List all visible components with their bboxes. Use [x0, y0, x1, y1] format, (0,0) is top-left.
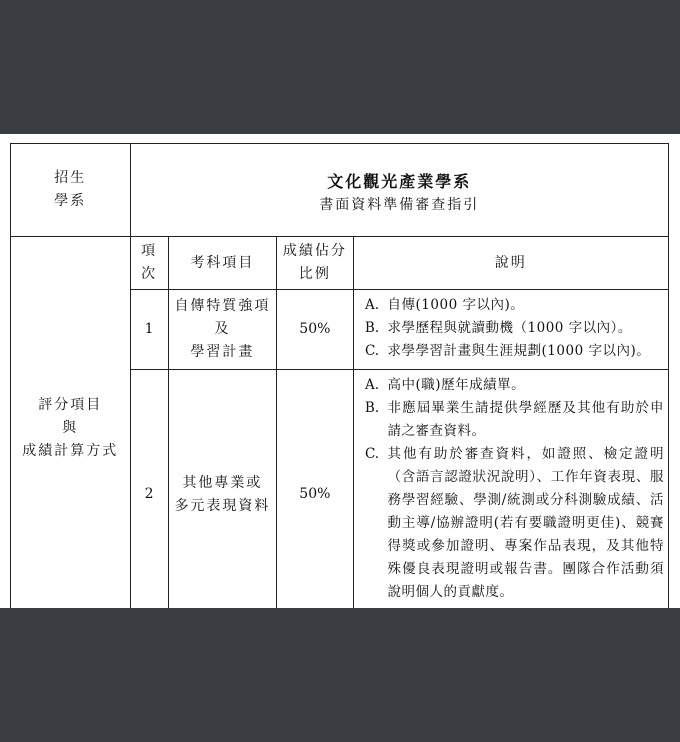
viewer-background-top	[0, 0, 680, 134]
item-marker: C.	[364, 446, 380, 462]
scoring-label-line-1: 評分項目	[38, 396, 103, 413]
row-1-item-c	[357, 340, 664, 363]
header-row	[11, 144, 669, 237]
row-1-subject-line-1: 自傳特質強項	[174, 298, 271, 314]
row-1-no: 1	[130, 290, 168, 370]
header-label-line-1: 招生	[54, 170, 87, 186]
row-1-item-b	[357, 317, 664, 340]
item-text: 其他有助於審查資料，如證照、檢定證明（含語言認證狀況說明）、工作年資表現、服務學習經驗、學測/統測或分科測驗成績、活動主導/協辦證明(若有要職證明更佳)、競賽得獎或參加證明、專案作品表現，及其他特殊優良表現證明或報告書。團隊合作活動須說明個人的貢獻度。	[387, 446, 664, 600]
item-text: 高中(職)歷年成績單。	[387, 377, 526, 393]
row-1-subject	[168, 290, 276, 370]
dept-title-cell	[130, 144, 668, 237]
col-subject-header	[168, 237, 276, 290]
row-1-subject-line-2: 及	[214, 321, 231, 337]
item-text: 自傳(1000 字以內)。	[387, 297, 525, 313]
header-label-line-2: 學系	[54, 193, 87, 209]
viewer-background-bottom	[0, 608, 680, 742]
item-text: 求學學習計畫與生涯規劃(1000 字以內)。	[387, 343, 651, 359]
dept-title: 文化觀光產業學系	[327, 171, 472, 191]
row-2-subject-line-2: 多元表現資料	[174, 497, 271, 514]
row-2-subject	[168, 370, 276, 609]
col-no-header	[130, 237, 168, 290]
row-2-no: 2	[130, 370, 168, 609]
item-text: 非應屆畢業生請提供學經歷及其他有助於申請之審查資料。	[387, 400, 664, 439]
col-no-line-1: 項	[141, 243, 158, 259]
col-ratio-line-1: 成績佔分	[282, 243, 347, 259]
row-2-ratio: 50%	[277, 370, 353, 609]
col-desc-text: 說明	[494, 254, 527, 271]
scoring-label-line-2: 與	[62, 419, 79, 436]
item-marker: A.	[365, 297, 380, 313]
row-1-description	[353, 290, 668, 370]
item-marker: B.	[364, 400, 380, 416]
row-1-item-a	[357, 294, 664, 317]
row-2-item-a	[357, 374, 664, 397]
row-2-subject-line-1: 其他專業或	[182, 474, 263, 491]
row-1-subject-line-3: 學習計畫	[190, 344, 255, 360]
scoring-label-cell	[11, 237, 131, 609]
col-ratio-header	[277, 237, 353, 290]
row-2-item-b	[357, 397, 664, 443]
review-guideline-table	[10, 143, 669, 608]
dept-subtitle: 書面資料準備審查指引	[319, 196, 480, 213]
item-text: 求學歷程與就讀動機（1000 字以內）。	[387, 320, 632, 336]
col-desc-header	[353, 237, 668, 290]
scoring-label-line-3: 成績計算方式	[22, 442, 119, 459]
document-page	[0, 134, 680, 608]
col-no-line-2: 次	[141, 266, 158, 282]
item-marker: B.	[364, 320, 380, 336]
col-ratio-line-2: 比例	[298, 266, 331, 282]
item-marker: A.	[365, 377, 380, 393]
row-2-item-c	[357, 443, 664, 604]
row-1-ratio: 50%	[277, 290, 353, 370]
header-row-label	[11, 144, 131, 237]
col-subject-text: 考科項目	[190, 254, 255, 271]
row-2-description	[353, 370, 668, 609]
item-marker: C.	[364, 343, 380, 359]
column-header-row	[11, 237, 669, 290]
